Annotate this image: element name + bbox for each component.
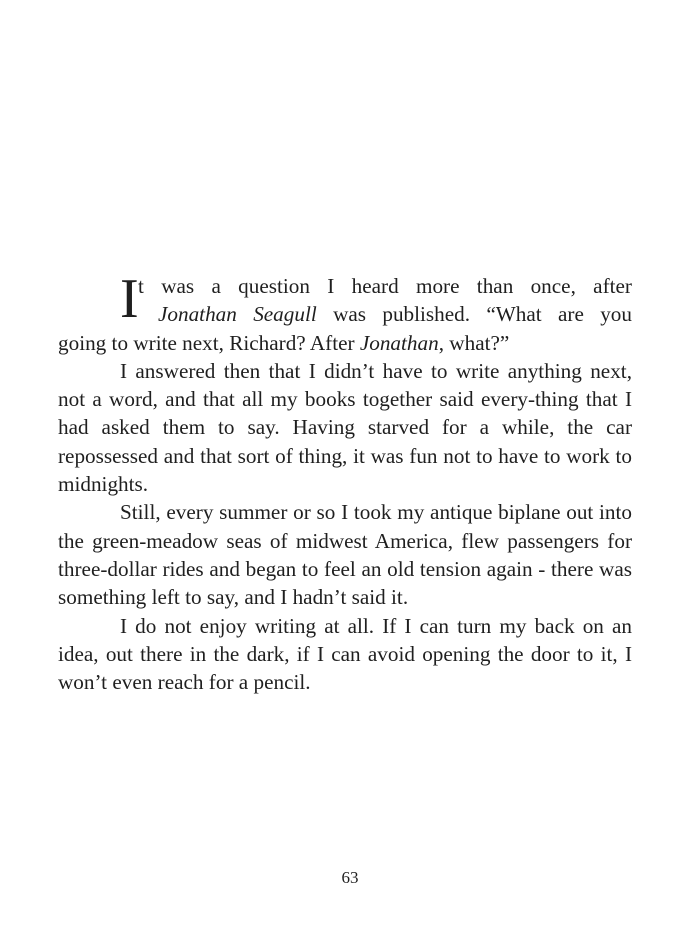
paragraph-1-line-2: [58, 300, 632, 328]
paragraph-3: Still, every summer or so I took my antique biplane out into the green-meadow seas of midwest America, flew passengers for three-dollar rides and began to feel an old tension again - there was something left to say, and I hadn’t said it.: [58, 500, 632, 610]
paragraph-1-line-3-text-b: , what?”: [438, 330, 510, 355]
paragraph-4: I do not enjoy writing at all. If I can turn my back on an idea, out there in the dark, if I can avoid opening the door to it, I won’t even reach for a pencil.: [58, 613, 632, 695]
paragraph-1-line-3-text-a: going to write next, Richard? After: [58, 330, 360, 355]
paragraph-2: I answered then that I didn’t have to write anything next, not a word, and that all my books together said every-thing that I had asked them to say. Having starved for a while, the car repossessed and that sort of thing, it was fun not to have to work to midnights.: [58, 358, 632, 497]
paragraph-1-line-2-text: was published. “What are you: [316, 302, 632, 327]
page-number: 63: [341, 868, 359, 887]
book-title-italic: Jonathan Seagull: [158, 302, 317, 327]
paragraph-1-line-1: t was a question I heard more than once, after: [138, 274, 632, 298]
book-name-italic: Jonathan: [359, 330, 439, 355]
paragraph-1: [58, 268, 632, 357]
paragraph-1-line-3: [58, 329, 632, 357]
drop-cap: I: [120, 268, 139, 330]
page-body: [58, 268, 632, 696]
